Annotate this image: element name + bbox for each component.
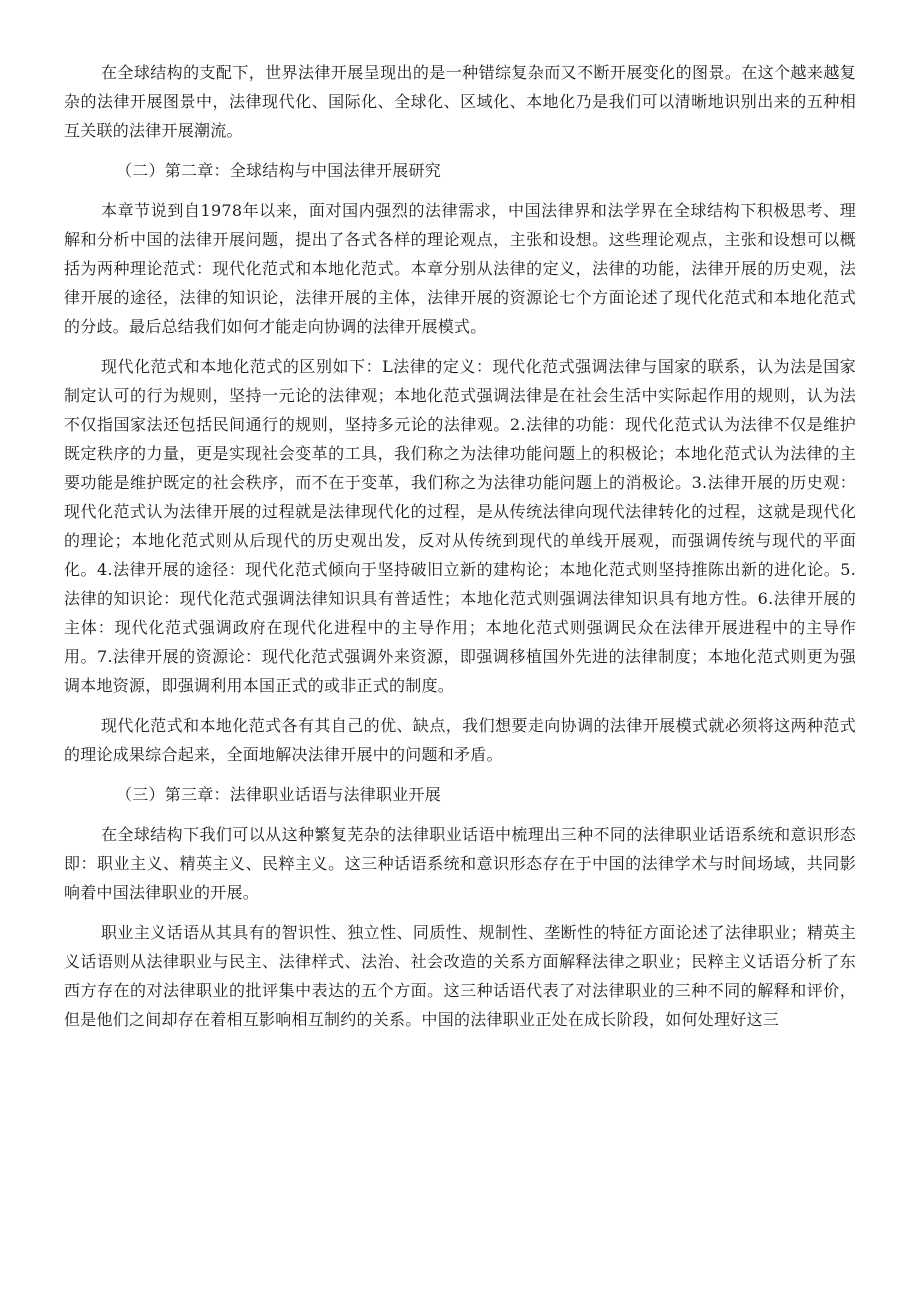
document-body (64, 58, 856, 1045)
paragraph-professionalism-elitism-populism: 职业主义话语从其具有的智识性、独立性、同质性、规制性、垄断性的特征方面论述了法律职业；精英主义话语则从法律职业与民主、法律样式、法治、社会改造的关系方面解释法律之职业；民粹主义话语分析了东西方存在的对法律职业的批评集中表达的五个方面。这三种话语代表了对法律职业的三种不同的解释和评价，但是他们之间却存在着相互影响相互制约的关系。中国的法律职业正处在成长阶段，如何处理好这三 (64, 923, 856, 1029)
paragraph-paradigm-synthesis: 现代化范式和本地化范式各有其自己的优、缺点，我们想要走向协调的法律开展模式就必须将这两种范式的理论成果综合起来，全面地解决法律开展中的问题和矛盾。 (64, 716, 856, 764)
paragraph-paradigm-differences: 现代化范式和本地化范式的区别如下：L法律的定义：现代化范式强调法律与国家的联系，认为法是国家制定认可的行为规则，坚持一元论的法律观；本地化范式强调法律是在社会生活中实际起作用的规则，认为法不仅指国家法还包括民间通行的规则，坚持多元论的法律观。2.法律的功能：现代化范式认为法律不仅是维护既定秩序的力量，更是实现社会变革的工具，我们称之为法律功能问题上的积极论；本地化范式认为法律的主要功能是维护既定的社会秩序，而不在于变革，我们称之为法律功能问题上的消极论。3.法律开展的历史观：现代化范式认为法律开展的过程就是法律现代化的过程，是从传统法律向现代法律转化的过程，这就是现代化的理论；本地化范式则从后现代的历史观出发，反对从传统到现代的单线开展观，而强调传统与现代的平面化。4.法律开展的途径：现代化范式倾向于坚持破旧立新的建构论；本地化范式则坚持推陈出新的进化论。5.法律的知识论：现代化范式强调法律知识具有普适性；本地化范式则强调法律知识具有地方性。6.法律开展的主体：现代化范式强调政府在现代化进程中的主导作用；本地化范式则强调民众在法律开展进程中的主导作用。7.法律开展的资源论：现代化范式强调外来资源，即强调移植国外先进的法律制度；本地化范式则更为强调本地资源，即强调利用本国正式的或非正式的制度。 (64, 357, 856, 695)
paragraph-global-legal-trends: 在全球结构的支配下，世界法律开展呈现出的是一种错综复杂而又不断开展变化的图景。在这个越来越复杂的法律开展图景中，法律现代化、国际化、全球化、区域化、本地化乃是我们可以清晰地识别出来的五种相互关联的法律开展潮流。 (64, 63, 856, 140)
paragraph-legal-profession-discourses: 在全球结构下我们可以从这种繁复芜杂的法律职业话语中梳理出三种不同的法律职业话语系统和意识形态即：职业主义、精英主义、民粹主义。这三种话语系统和意识形态存在于中国的法律学术与时间场域，共同影响着中国法律职业的开展。 (64, 825, 856, 902)
section-heading-chapter-two: （二）第二章：全球结构与中国法律开展研究 (116, 161, 442, 180)
section-heading-chapter-three: （三）第三章：法律职业话语与法律职业开展 (116, 785, 442, 804)
paragraph-chapter-two-summary: 本章节说到自1978年以来，面对国内强烈的法律需求，中国法律界和法学界在全球结构下积极思考、理解和分析中国的法律开展问题，提出了各式各样的理论观点，主张和设想。这些理论观点，主张和设想可以概括为两种理论范式：现代化范式和本地化范式。本章分别从法律的定义，法律的功能，法律开展的历史观，法律开展的途径，法律的知识论，法律开展的主体，法律开展的资源论七个方面论述了现代化范式和本地化范式的分歧。最后总结我们如何才能走向协调的法律开展模式。 (64, 201, 856, 336)
